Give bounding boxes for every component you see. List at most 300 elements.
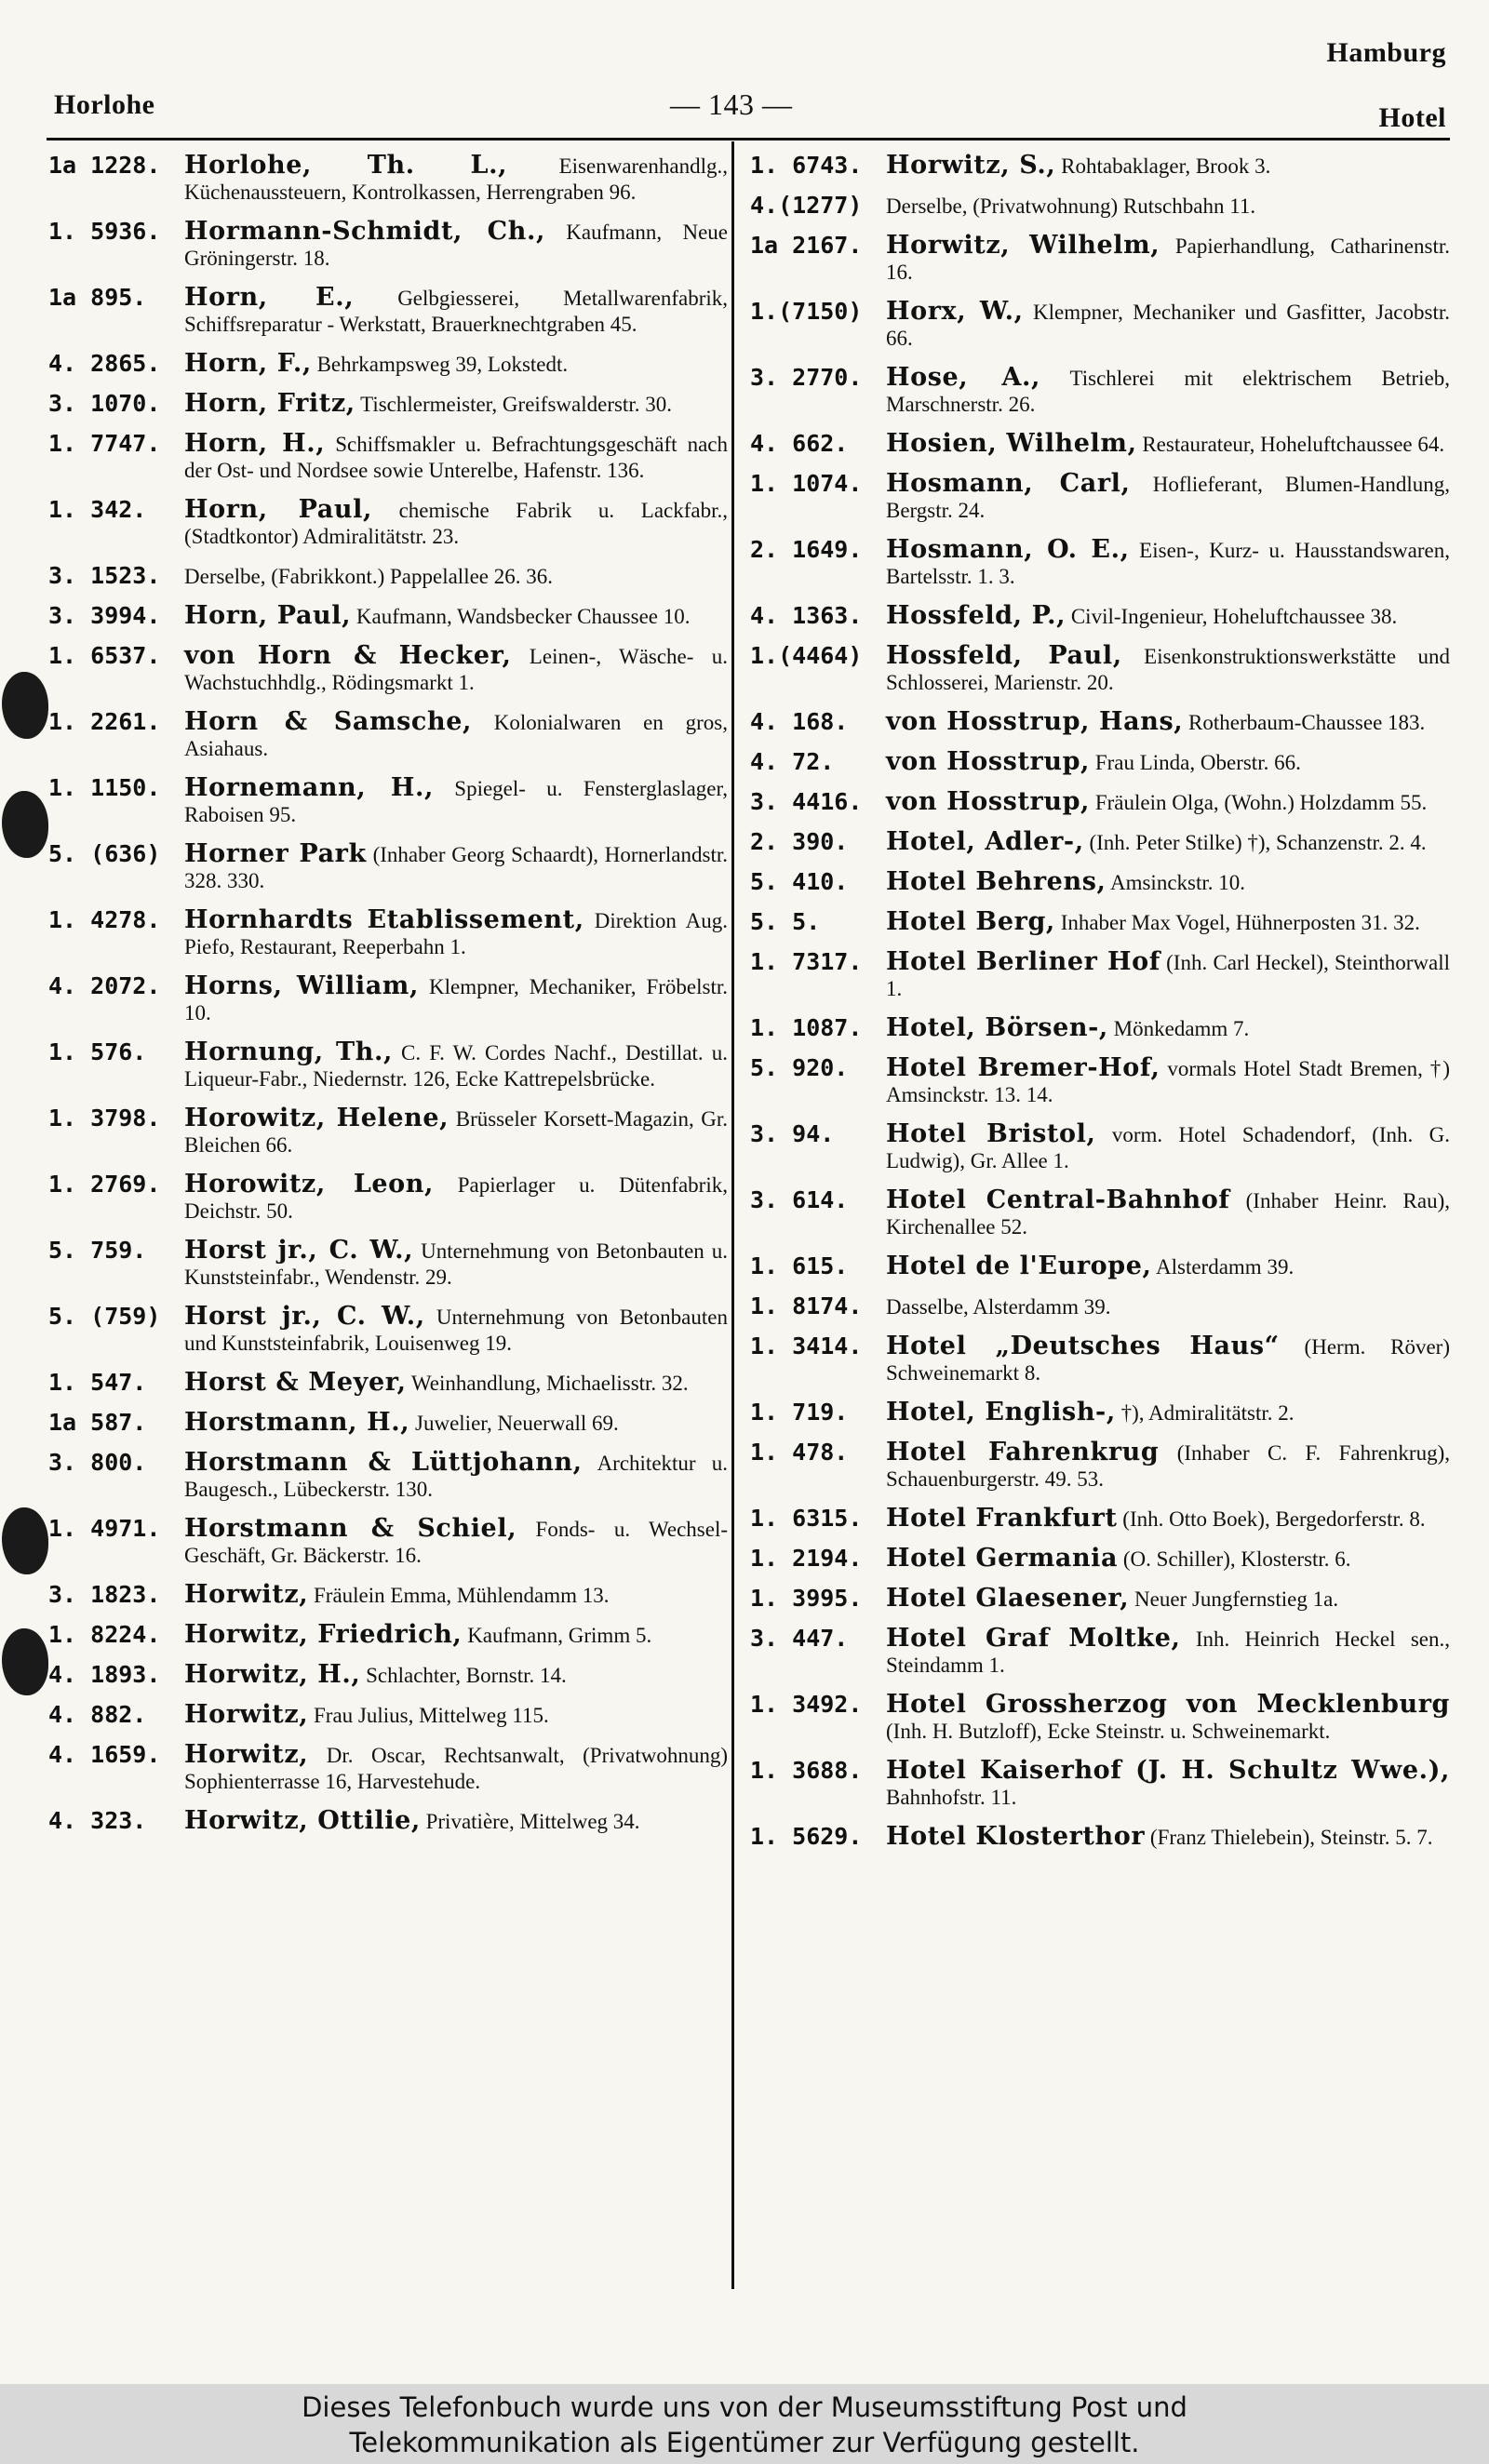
subscriber-details: (Franz Thielebein), Steinstr. 5. 7. (1145, 1826, 1433, 1849)
subscriber-name: Hotel Fahrenkrug (886, 1438, 1160, 1466)
phone-number: 4.(1277) (750, 192, 863, 219)
entry-text (184, 841, 728, 894)
directory-entry (750, 431, 1450, 458)
entry-text (886, 1586, 1450, 1613)
subscriber-name: Hotel Berliner Hof (886, 947, 1160, 976)
subscriber-details: Tischlermeister, Greifswalderstr. 30. (355, 393, 672, 416)
directory-entry (48, 1662, 728, 1689)
directory-entry (750, 233, 1450, 286)
subscriber-name: Hosmann, Carl, (886, 469, 1131, 498)
directory-entry (48, 497, 728, 550)
entry-text (184, 1304, 728, 1357)
subscriber-name: Hotel Glaesener, (886, 1584, 1130, 1613)
subscriber-name: Hotel Central-Bahnhof (886, 1185, 1230, 1214)
directory-entry (48, 1304, 728, 1357)
subscriber-name: Hotel Klosterthor (886, 1822, 1146, 1851)
subscriber-name: Horowitz, Leon, (184, 1170, 435, 1199)
subscriber-name: Horstmann, H., (184, 1408, 410, 1437)
subscriber-name: Hosmann, O. E., (886, 535, 1130, 564)
entry-text (886, 1626, 1450, 1679)
phone-number: 1. 3492. (750, 1691, 863, 1718)
subscriber-name: Horlohe, Th. L., (184, 151, 508, 180)
subscriber-name: Horst jr., C. W., (184, 1236, 414, 1265)
directory-entry (48, 1039, 728, 1092)
phone-number: 1. 1087. (750, 1014, 863, 1041)
phone-number: 2. 390. (750, 828, 849, 855)
subscriber-details: (Inhaber Georg Schaardt), Hornerlandstr. 328. 330. (184, 843, 728, 892)
entry-text (184, 219, 728, 272)
entry-text (886, 1253, 1450, 1280)
entry-text (886, 643, 1450, 696)
entry-text (184, 775, 728, 828)
subscriber-name: von Hosstrup, (886, 787, 1091, 816)
subscriber-name: Horowitz, Helene, (184, 1104, 449, 1132)
subscriber-details: Behrkampsweg 39, Lokstedt. (311, 353, 569, 376)
directory-entry (48, 219, 728, 272)
subscriber-details: Papierlager u. Dütenfabrik, Deichstr. 50. (184, 1173, 728, 1223)
directory-entry (750, 1506, 1450, 1533)
subscriber-name: Hotel, Börsen-, (886, 1013, 1108, 1042)
entry-text (184, 285, 728, 338)
phone-number: 5. (636) (48, 840, 161, 867)
subscriber-name: Horwitz, (184, 1700, 309, 1729)
phone-number: 4. 662. (750, 430, 849, 457)
subscriber-name: Horwitz, H., (184, 1660, 361, 1689)
phone-number: 3. 447. (750, 1625, 849, 1652)
subscriber-details: (Inhaber Heinr. Rau), Kirchenallee 52. (886, 1189, 1450, 1239)
phone-number: 1. 2194. (750, 1545, 863, 1572)
entry-text (184, 1370, 728, 1397)
directory-entry (750, 193, 1450, 220)
directory-entry (48, 1410, 728, 1437)
subscriber-details: Eisenwarenhandlg., Küchenaussteuern, Kontrolkassen, Herrengraben 96. (184, 154, 728, 204)
entry-text (886, 829, 1450, 856)
directory-entry (48, 841, 728, 894)
subscriber-details: Unternehmung von Betonbauten und Kunststeinfabrik, Louisenweg 19. (184, 1306, 728, 1355)
phone-number: 5. 920. (750, 1054, 849, 1081)
subscriber-name: Horn, Paul, (184, 601, 352, 630)
subscriber-details: Rohtabaklager, Brook 3. (1055, 154, 1271, 178)
subscriber-name: Horn, H., (184, 429, 326, 458)
phone-number: 5. (759) (48, 1303, 161, 1330)
subscriber-details: Fräulein Emma, Mühlendamm 13. (308, 1584, 610, 1607)
footer-notice (0, 2384, 1489, 2464)
directory-entry (48, 351, 728, 378)
subscriber-details: Papierhandlung, Catharinenstr. 16. (886, 234, 1450, 284)
directory-entry (750, 1293, 1450, 1320)
directory-entry (750, 869, 1450, 896)
entry-text (886, 949, 1450, 1002)
subscriber-name: Horst & Meyer, (184, 1368, 407, 1397)
directory-entry (750, 1626, 1450, 1679)
entry-text (886, 603, 1450, 630)
subscriber-name: Horn, Fritz, (184, 389, 355, 418)
entry-text (184, 153, 728, 206)
subscriber-details: Juwelier, Neuerwall 69. (409, 1412, 619, 1435)
directory-entry (750, 299, 1450, 352)
phone-number: 1a 587. (48, 1409, 147, 1436)
entry-text (184, 1172, 728, 1225)
phone-number: 3. 800. (48, 1449, 147, 1476)
subscriber-details: Mönkedamm 7. (1107, 1017, 1250, 1040)
entry-text (886, 537, 1450, 590)
subscriber-name: Hotel Graf Moltke, (886, 1624, 1181, 1653)
entry-text (886, 1506, 1450, 1533)
phone-number: 1. 1074. (750, 470, 863, 497)
phone-number: 4. 882. (48, 1701, 147, 1728)
subscriber-name: Hotel Frankfurt (886, 1504, 1118, 1533)
entry-text (184, 1808, 728, 1835)
directory-entry (48, 563, 728, 590)
subscriber-details: Klempner, Mechaniker, Fröbelstr. 10. (184, 975, 728, 1024)
subscriber-details: Kaufmann, Neue Gröningerstr. 18. (184, 221, 729, 270)
phone-number: 1. 7747. (48, 430, 161, 457)
header-rule (47, 138, 1450, 141)
directory-entry (750, 1187, 1450, 1240)
entry-text (184, 1039, 728, 1092)
subscriber-details: Weinhandlung, Michaelisstr. 32. (406, 1372, 689, 1395)
left-column (48, 153, 728, 1848)
subscriber-name: Hotel Behrens, (886, 867, 1107, 896)
directory-entry (48, 285, 728, 338)
subscriber-name: Hossfeld, P., (886, 601, 1066, 630)
header-first-entry: Horlohe (54, 89, 155, 120)
phone-number: 3. 94. (750, 1120, 835, 1147)
subscriber-name: Hotel Berg, (886, 907, 1055, 936)
directory-entry (48, 153, 728, 206)
phone-number: 1. 3688. (750, 1757, 863, 1784)
subscriber-name: Horst jr., C. W., (184, 1302, 425, 1331)
subscriber-details: Gelbgiesserei, Metallwarenfabrik, Schiffsreparatur - Werkstatt, Brauerknechtgraben 45. (184, 287, 728, 336)
subscriber-name: Hossfeld, Paul, (886, 641, 1122, 670)
entry-text (886, 1824, 1450, 1851)
directory-entry (750, 1121, 1450, 1174)
subscriber-name: von Horn & Hecker, (184, 641, 512, 670)
subscriber-name: Hosien, Wilhelm, (886, 429, 1137, 458)
phone-number: 3. 3994. (48, 602, 161, 629)
entry-text (184, 1582, 728, 1609)
entry-text (184, 1105, 728, 1158)
subscriber-name: Hose, A., (886, 363, 1041, 392)
directory-entry (750, 1546, 1450, 1573)
entry-text (184, 1410, 728, 1437)
subscriber-name: Horwitz, Ottilie, (184, 1806, 421, 1835)
subscriber-name: Horstmann & Schiel, (184, 1514, 517, 1543)
entry-text (886, 1187, 1450, 1240)
entry-text (184, 1662, 728, 1689)
directory-entry (48, 973, 728, 1026)
entry-text (886, 153, 1450, 180)
subscriber-details: Dasselbe, Alsterdamm 39. (886, 1295, 1111, 1319)
entry-text (886, 1293, 1450, 1320)
entry-text (886, 789, 1450, 816)
phone-number: 3. 614. (750, 1186, 849, 1213)
phone-number: 1. 8224. (48, 1621, 161, 1648)
subscriber-details: Neuer Jungfernstieg 1a. (1129, 1587, 1339, 1611)
phone-number: 1. 4971. (48, 1515, 161, 1542)
subscriber-details: Schlachter, Bornstr. 14. (360, 1664, 567, 1687)
phone-number: 5. 759. (48, 1237, 147, 1264)
entry-text (886, 749, 1450, 776)
subscriber-details: Frau Linda, Oberstr. 66. (1090, 751, 1301, 774)
entry-text (184, 907, 728, 960)
subscriber-details: Brüsseler Korsett-Magazin, Gr. Bleichen 66. (184, 1107, 729, 1157)
subscriber-details: Derselbe, (Fabrikkont.) Pappelallee 26. 36. (184, 565, 553, 588)
directory-entry (750, 1692, 1450, 1745)
subscriber-name: Hornung, Th., (184, 1038, 393, 1066)
header-city: Hamburg (1326, 37, 1446, 68)
entry-text (886, 1546, 1450, 1573)
entry-text (184, 563, 728, 590)
directory-entry (48, 1742, 728, 1795)
phone-number: 3. 1070. (48, 390, 161, 417)
directory-entry (750, 749, 1450, 776)
column-divider (731, 141, 734, 2289)
entry-text (184, 1742, 728, 1795)
entry-text (886, 1440, 1450, 1493)
directory-entry (750, 709, 1450, 736)
phone-number: 3. 1823. (48, 1581, 161, 1608)
subscriber-details: (Inh. H. Butzloff), Ecke Steinstr. u. Schweinemarkt. (886, 1720, 1331, 1743)
subscriber-name: Horn, Paul, (184, 495, 372, 524)
entry-text (886, 1333, 1450, 1386)
subscriber-details: Leinen-, Wäsche- u. Wachstuchhdlg., Rödingsmarkt 1. (184, 645, 728, 694)
directory-entry (750, 1758, 1450, 1811)
subscriber-name: Hotel „Deutsches Haus“ (886, 1332, 1280, 1360)
subscriber-details: Inh. Heinrich Heckel sen., Steindamm 1. (886, 1627, 1450, 1677)
subscriber-name: Horwitz, (184, 1740, 309, 1769)
footer-line-1: Dieses Telefonbuch wurde uns von der Museumsstiftung Post und (302, 2391, 1187, 2423)
subscriber-name: Hormann-Schmidt, Ch., (184, 217, 545, 246)
directory-entry (48, 1702, 728, 1729)
subscriber-name: Hotel, Adler-, (886, 827, 1084, 856)
subscriber-details: Alsterdamm 39. (1151, 1255, 1294, 1279)
directory-entry (750, 1399, 1450, 1426)
directory-entry (750, 471, 1450, 524)
directory-entry (750, 643, 1450, 696)
subscriber-name: Hotel Grossherzog von Mecklenburg (886, 1690, 1450, 1719)
phone-number: 1. 2261. (48, 708, 161, 735)
subscriber-name: Horwitz, S., (886, 151, 1056, 180)
subscriber-name: Hotel Germania (886, 1544, 1119, 1573)
footer-line-2: Telekommunikation als Eigentümer zur Verfügung gestellt. (349, 2427, 1140, 2458)
subscriber-details: Fräulein Olga, (Wohn.) Holzdamm 55. (1090, 791, 1428, 814)
subscriber-details: Dr. Oscar, Rechtsanwalt, (Privatwohnung) Sophienterrasse 16, Harvestehude. (184, 1744, 728, 1793)
entry-text (184, 1516, 728, 1569)
subscriber-name: Horwitz, (184, 1580, 309, 1609)
phone-number: 1. 6743. (750, 152, 863, 179)
phone-number: 1.(7150) (750, 298, 863, 325)
phone-number: 1. 576. (48, 1038, 147, 1065)
phone-number: 2. 1649. (750, 536, 863, 563)
subscriber-name: Horn & Samsche, (184, 707, 472, 736)
subscriber-name: von Hosstrup, Hans, (886, 707, 1184, 736)
phone-number: 1.(4464) (750, 642, 863, 669)
entry-text (886, 1055, 1450, 1108)
directory-entry (48, 643, 728, 696)
entry-text (184, 431, 728, 484)
phone-number: 1. 615. (750, 1252, 849, 1279)
phone-number: 4. 72. (750, 748, 835, 775)
subscriber-details: Eisenkonstruktionswerkstätte und Schlosserei, Marienstr. 20. (886, 645, 1450, 694)
phone-number: 1. 342. (48, 496, 147, 523)
directory-entry (48, 907, 728, 960)
phone-number: 5. 410. (750, 868, 849, 895)
phone-number: 1. 6315. (750, 1505, 863, 1532)
subscriber-name: Hotel Kaiserhof (J. H. Schultz Wwe.), (886, 1756, 1450, 1785)
entry-text (886, 299, 1450, 352)
phone-number: 1. 478. (750, 1439, 849, 1466)
subscriber-details: Bahnhofstr. 11. (886, 1786, 1017, 1809)
subscriber-details: (Inh. Otto Boek), Bergedorferstr. 8. (1117, 1507, 1426, 1531)
entry-text (184, 1238, 728, 1291)
subscriber-details: Fonds- u. Wechsel-Geschäft, Gr. Bäckerstr. 16. (184, 1518, 728, 1567)
entry-text (886, 869, 1450, 896)
directory-entry (48, 1622, 728, 1649)
entry-text (886, 1015, 1450, 1042)
subscriber-name: Hotel, English-, (886, 1398, 1116, 1426)
directory-entry (750, 603, 1450, 630)
binding-hole-mark (2, 672, 48, 739)
directory-entry (750, 1824, 1450, 1851)
subscriber-details: Tischlerei mit elektrischem Betrieb, Marschnerstr. 26. (886, 367, 1450, 416)
directory-entry (750, 537, 1450, 590)
subscriber-name: Horx, W., (886, 297, 1024, 326)
directory-entry (750, 949, 1450, 1002)
subscriber-details: Civil-Ingenieur, Hoheluftchaussee 38. (1066, 605, 1398, 628)
directory-entry (750, 1253, 1450, 1280)
directory-entry (48, 1808, 728, 1835)
subscriber-details: †), Admiralitätstr. 2. (1115, 1401, 1294, 1425)
subscriber-name: Horner Park (184, 839, 367, 868)
subscriber-details: Rotherbaum-Chaussee 183. (1183, 711, 1426, 734)
directory-entry (750, 153, 1450, 180)
phone-number: 1a 2167. (750, 232, 863, 259)
subscriber-details: Architektur u. Baugesch., Lübeckerstr. 130. (184, 1452, 728, 1501)
subscriber-details: Amsinckstr. 10. (1106, 871, 1246, 894)
phone-number: 4. 2072. (48, 972, 161, 999)
binding-hole-mark (2, 791, 48, 858)
directory-entry (750, 1055, 1450, 1108)
subscriber-name: Hotel Bremer-Hof, (886, 1053, 1160, 1082)
subscriber-details: Inhaber Max Vogel, Hühnerposten 31. 32. (1054, 911, 1420, 934)
entry-text (184, 351, 728, 378)
subscriber-details: Privatière, Mittelweg 34. (420, 1810, 640, 1833)
subscriber-details: chemische Fabrik u. Lackfabr., (Stadtkontor) Admiralitätstr. 23. (184, 499, 729, 548)
phone-number: 1. 4278. (48, 906, 161, 933)
entry-text (886, 193, 1450, 220)
subscriber-details: (Inh. Peter Stilke) †), Schanzenstr. 2. 4. (1083, 831, 1427, 854)
subscriber-name: Horn, F., (184, 349, 312, 378)
subscriber-name: Horn, E., (184, 283, 355, 312)
entry-text (184, 1622, 728, 1649)
phone-number: 3. 2770. (750, 364, 863, 391)
binding-hole-mark (2, 1628, 48, 1695)
phone-number: 1. 3798. (48, 1105, 161, 1132)
entry-text (886, 1692, 1450, 1745)
binding-hole-mark (2, 1507, 48, 1574)
directory-entry (750, 829, 1450, 856)
directory-entry (48, 1172, 728, 1225)
entry-text (886, 1758, 1450, 1811)
entry-text (886, 431, 1450, 458)
subscriber-name: Horns, William, (184, 971, 419, 1000)
subscriber-details: Spiegel- u. Fensterglaslager, Raboisen 95. (184, 777, 728, 826)
directory-entry (48, 775, 728, 828)
phone-number: 3. 4416. (750, 788, 863, 815)
subscriber-details: Klempner, Mechaniker und Gasfitter, Jacobstr. 66. (886, 301, 1450, 350)
directory-entry (48, 1238, 728, 1291)
phone-number: 4. 1893. (48, 1661, 161, 1688)
subscriber-details: C. F. W. Cordes Nachf., Destillat. u. Liqueur-Fabr., Niedernstr. 126, Ecke Kattrepelsbrücke. (184, 1041, 728, 1091)
directory-entry (48, 603, 728, 630)
right-column (750, 153, 1450, 1864)
directory-entry (750, 1586, 1450, 1613)
subscriber-details: vormals Hotel Stadt Bremen, †) Amsinckstr. 13. 14. (886, 1057, 1450, 1106)
subscriber-name: Horwitz, Friedrich, (184, 1620, 463, 1649)
entry-text (184, 973, 728, 1026)
subscriber-details: Frau Julius, Mittelweg 115. (308, 1704, 549, 1727)
entry-text (886, 233, 1450, 286)
subscriber-details: Kolonialwaren en gros, Asiahaus. (184, 711, 728, 760)
phone-number: 4. 323. (48, 1807, 147, 1834)
subscriber-details: Direktion Aug. Piefo, Restaurant, Reeperbahn 1. (184, 909, 728, 958)
phone-number: 1. 5629. (750, 1823, 863, 1850)
subscriber-name: Horstmann & Lüttjohann, (184, 1448, 583, 1477)
entry-text (184, 709, 728, 762)
subscriber-name: Hornemann, H., (184, 773, 434, 802)
phone-number: 1. 719. (750, 1399, 849, 1426)
directory-entry (48, 1582, 728, 1609)
phone-number: 1. 3995. (750, 1585, 863, 1612)
directory-entry (48, 431, 728, 484)
phone-number: 1. 8174. (750, 1292, 863, 1319)
phone-number: 1. 1150. (48, 774, 161, 801)
entry-text (184, 1702, 728, 1729)
directory-entry (48, 709, 728, 762)
page-number: — 143 — (670, 87, 793, 121)
subscriber-details: Kaufmann, Grimm 5. (462, 1624, 652, 1647)
subscriber-name: Hotel de l'Europe, (886, 1252, 1152, 1280)
phone-number: 1. 2769. (48, 1171, 161, 1198)
directory-entry (48, 1516, 728, 1569)
directory-entry (750, 789, 1450, 816)
directory-entry (48, 1105, 728, 1158)
entry-text (184, 603, 728, 630)
phone-number: 4. 1363. (750, 602, 863, 629)
subscriber-details: Unternehmung von Betonbauten u. Kunststeinfabr., Wendenstr. 29. (184, 1239, 728, 1289)
entry-text (886, 909, 1450, 936)
phone-number: 1a 1228. (48, 152, 161, 179)
subscriber-details: Kaufmann, Wandsbecker Chaussee 10. (351, 605, 691, 628)
phone-number: 1. 547. (48, 1369, 147, 1396)
entry-text (886, 365, 1450, 418)
entry-text (184, 1450, 728, 1503)
subscriber-name: von Hosstrup, (886, 747, 1091, 776)
directory-entry (750, 1333, 1450, 1386)
subscriber-details: Schiffsmakler u. Befrachtungsgeschäft nach der Ost- und Nordsee sowie Unterelbe, Hafenstr. 136. (184, 433, 728, 482)
subscriber-name: Horwitz, Wilhelm, (886, 231, 1160, 260)
phone-number: 1. 6537. (48, 642, 161, 669)
entry-text (184, 643, 728, 696)
header-last-entry: Hotel (1378, 102, 1446, 133)
subscriber-details: (O. Schiller), Klosterstr. 6. (1118, 1547, 1351, 1571)
subscriber-name: Hornhardts Etablissement, (184, 905, 584, 934)
subscriber-details: Hoflieferant, Blumen-Handlung, Bergstr. 24. (886, 473, 1450, 522)
subscriber-details: Restaurateur, Hoheluftchaussee 64. (1136, 433, 1445, 456)
entry-text (886, 709, 1450, 736)
directory-entry (48, 1370, 728, 1397)
